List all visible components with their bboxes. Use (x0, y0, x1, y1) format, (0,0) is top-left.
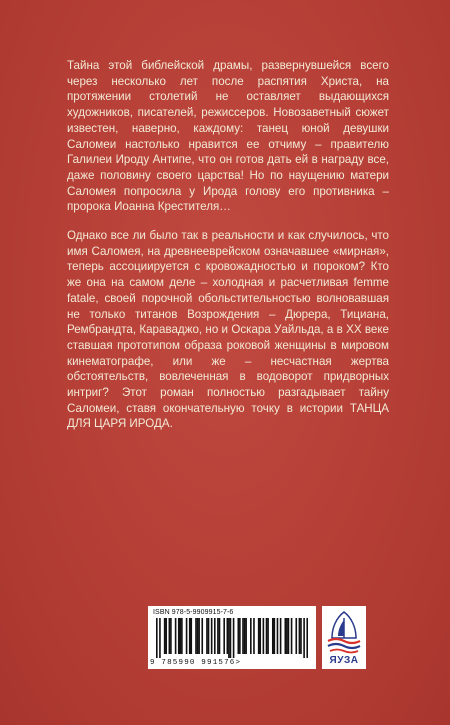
barcode-bar (228, 618, 230, 658)
barcode-bar (299, 618, 301, 654)
barcode-bar (164, 618, 166, 654)
publisher-name: ЯУЗА (329, 655, 359, 666)
barcode-bar (239, 618, 241, 654)
barcode-bar (258, 618, 260, 654)
barcode-bar (286, 618, 288, 654)
barcode-bar (190, 618, 192, 654)
barcode-bar (181, 618, 183, 654)
barcode-bars (156, 618, 308, 658)
barcode-bar (189, 618, 191, 654)
barcode-number (150, 659, 241, 667)
barcode-bar (263, 618, 265, 654)
description-paragraph-2: Однако все ли было так в реальности и как случилось, что имя Саломея, на древнееврейском означавшее «мирная», теперь ассоциируется с кровожадностью и пороком? Кто же она на самом деле – холодная и расчетливая femme fatale, своей порочной обольстительностью волновавшая не только титанов Возрождения – Дюрера, Тициана, Рембрандта, Караваджо, но и Оскара Уайльда, а в XX веке ставшая прототипом образа роковой женщины в мировом кинематографе, или же – несчастная жертва обстоятельств, вовлеченная в водоворот придворных интриг? Этот роман полностью разгадывает тайну Саломеи, ставя окончательную точку в истории ТАНЦА ДЛЯ ЦАРЯ ИРОДА. (67, 229, 389, 431)
barcode-bar (159, 618, 161, 658)
barcode-bar (170, 618, 172, 654)
barcode-bar (180, 618, 182, 654)
barcode-bar (195, 618, 197, 654)
barcode-bar (245, 618, 247, 654)
isbn-label: ISBN 978-5-9909915-7-6 (153, 609, 234, 616)
barcode-bar (206, 618, 208, 654)
barcode-bar (274, 618, 276, 654)
barcode-bar (277, 618, 279, 654)
barcode-bar (291, 618, 293, 654)
barcode-bar (295, 618, 297, 654)
barcode-bar (303, 618, 305, 658)
barcode-bar (219, 618, 221, 654)
barcode-bar (306, 618, 308, 658)
description-text (67, 58, 389, 432)
barcode-bar (156, 618, 158, 658)
isbn-barcode (148, 606, 316, 669)
barcode-bar (175, 618, 177, 654)
barcode-bar (214, 618, 216, 654)
publisher-logo (322, 606, 366, 669)
barcode-bar (259, 618, 261, 654)
barcode-bar (266, 618, 268, 654)
barcode-bar (230, 618, 232, 658)
barcode-bar (227, 618, 229, 654)
barcode-bar (267, 618, 269, 654)
barcode-bar (211, 618, 213, 654)
barcode-bar (201, 618, 203, 654)
barcode-bar (178, 618, 180, 654)
barcode-bar (165, 618, 167, 654)
description-paragraph-1: Тайна этой библейской драмы, развернувшейся всего через несколько лет после распятия Христа, на протяжении столетий не оставляет выдающихся художников, писателей, режиссеров. Новозаветный сюжет известен, наверно, каждому: танец юной девушки Саломеи настолько нравится ее отчиму – правителю Галилеи Ироду Антипе, что он готов дать ей в награду все, даже половину своего царства! Но по наущению матери Саломея попросила у Ирода голову его противника – пророка Иоанна Крестителя… (67, 59, 389, 214)
barcode-bar (272, 618, 274, 654)
barcode-bar (217, 618, 219, 654)
barcode-bar (250, 618, 252, 654)
barcode-bar (233, 618, 235, 658)
barcode-bar (253, 618, 255, 654)
barcode-bar (197, 618, 199, 654)
barcode-bar (300, 618, 302, 654)
barcode-bar (186, 618, 188, 654)
barcode-bar (284, 618, 286, 654)
barcode-bar (242, 618, 244, 654)
barcode-digits-text: 9 785990 991576 (150, 659, 236, 667)
barcode-bar (169, 618, 171, 654)
barcode-bar (244, 618, 246, 654)
barcode-bar (223, 618, 225, 654)
barcode-bar (208, 618, 210, 654)
barcode-digits-suffix: > (235, 659, 242, 667)
yauza-logo-icon (322, 608, 366, 658)
barcode-bar (288, 618, 290, 654)
barcode-bar (198, 618, 200, 654)
barcode-bar (280, 618, 282, 654)
barcode-bar (237, 618, 239, 654)
